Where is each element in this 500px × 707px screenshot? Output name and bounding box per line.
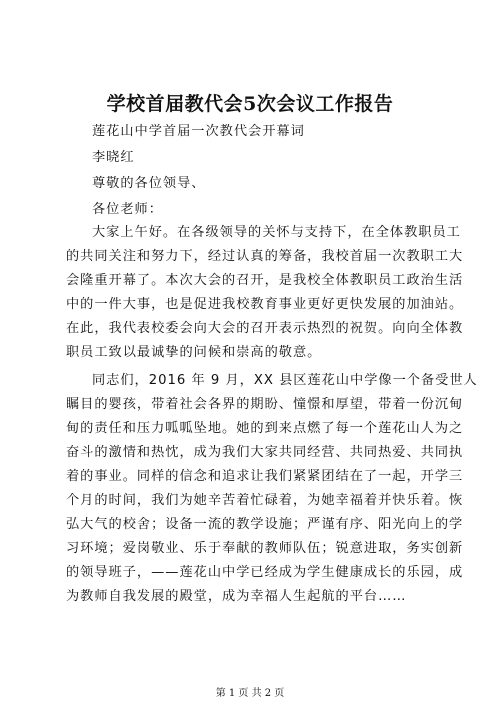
paragraph-2-line: 同志们，2016 年 9 月，XX 县区莲花山中学像一个备受世人 [92, 373, 478, 388]
paragraph-2-line: 甸的责任和压力呱呱坠地。她的到来点燃了每一个莲花山人为之 [66, 421, 464, 436]
salutation-line-2: 各位老师： [92, 202, 163, 217]
paragraph-2-line: 个月的时间，我们为她辛苦着忙碌着，为她幸福着并快乐着。恢 [66, 493, 464, 508]
paragraph-1-line: 会隆重开幕了。本次大会的召开，是我校全体教职员工政治生活 [66, 273, 464, 288]
author-name: 李晓红 [92, 150, 135, 165]
paragraph-2-line: 为教师自我发展的殿堂，成为幸福人生起航的平台…… [66, 589, 407, 604]
document-title: 学校首届教代会5次会议工作报告 [106, 93, 394, 115]
page-footer: 第 1 页 共 2 页 [215, 688, 285, 699]
paragraph-1-line: 职员工致以最诚挚的问候和崇高的敬意。 [66, 345, 322, 360]
paragraph-1-line: 大家上午好。在各级领导的关怀与支持下，在全体教职员工 [92, 225, 461, 240]
paragraph-2-line: 着的事业。同样的信念和追求让我们紧紧团结在了一起，开学三 [66, 469, 464, 484]
paragraph-2-line: 的领导班子，——莲花山中学已经成为学生健康成长的乐园，成 [66, 565, 464, 580]
paragraph-2-line: 瞩目的婴孩，带着社会各界的期盼、憧憬和厚望，带着一份沉甸 [66, 397, 464, 412]
salutation-line-1: 尊敬的各位领导、 [92, 176, 206, 191]
paragraph-2-line: 奋斗的激情和热忱，成为我们大家共同经营、共同热爱、共同执 [66, 445, 464, 460]
paragraph-1-line: 的共同关注和努力下，经过认真的筹备，我校首届一次教职工大 [66, 249, 464, 264]
paragraph-2-line: 习环境；爱岗敬业、乐于奉献的教师队伍；锐意进取，务实创新 [66, 541, 464, 556]
paragraph-1-line: 中的一件大事，也是促进我校教育事业更好更快发展的加油站。 [66, 297, 464, 312]
paragraph-2-line: 弘大气的校舍；设备一流的教学设施；严谨有序、阳光向上的学 [66, 517, 464, 532]
paragraph-1-line: 在此，我代表校委会向大会的召开表示热烈的祝贺。向向全体教 [66, 321, 464, 336]
document-subtitle: 莲花山中学首届一次教代会开幕词 [92, 124, 305, 139]
